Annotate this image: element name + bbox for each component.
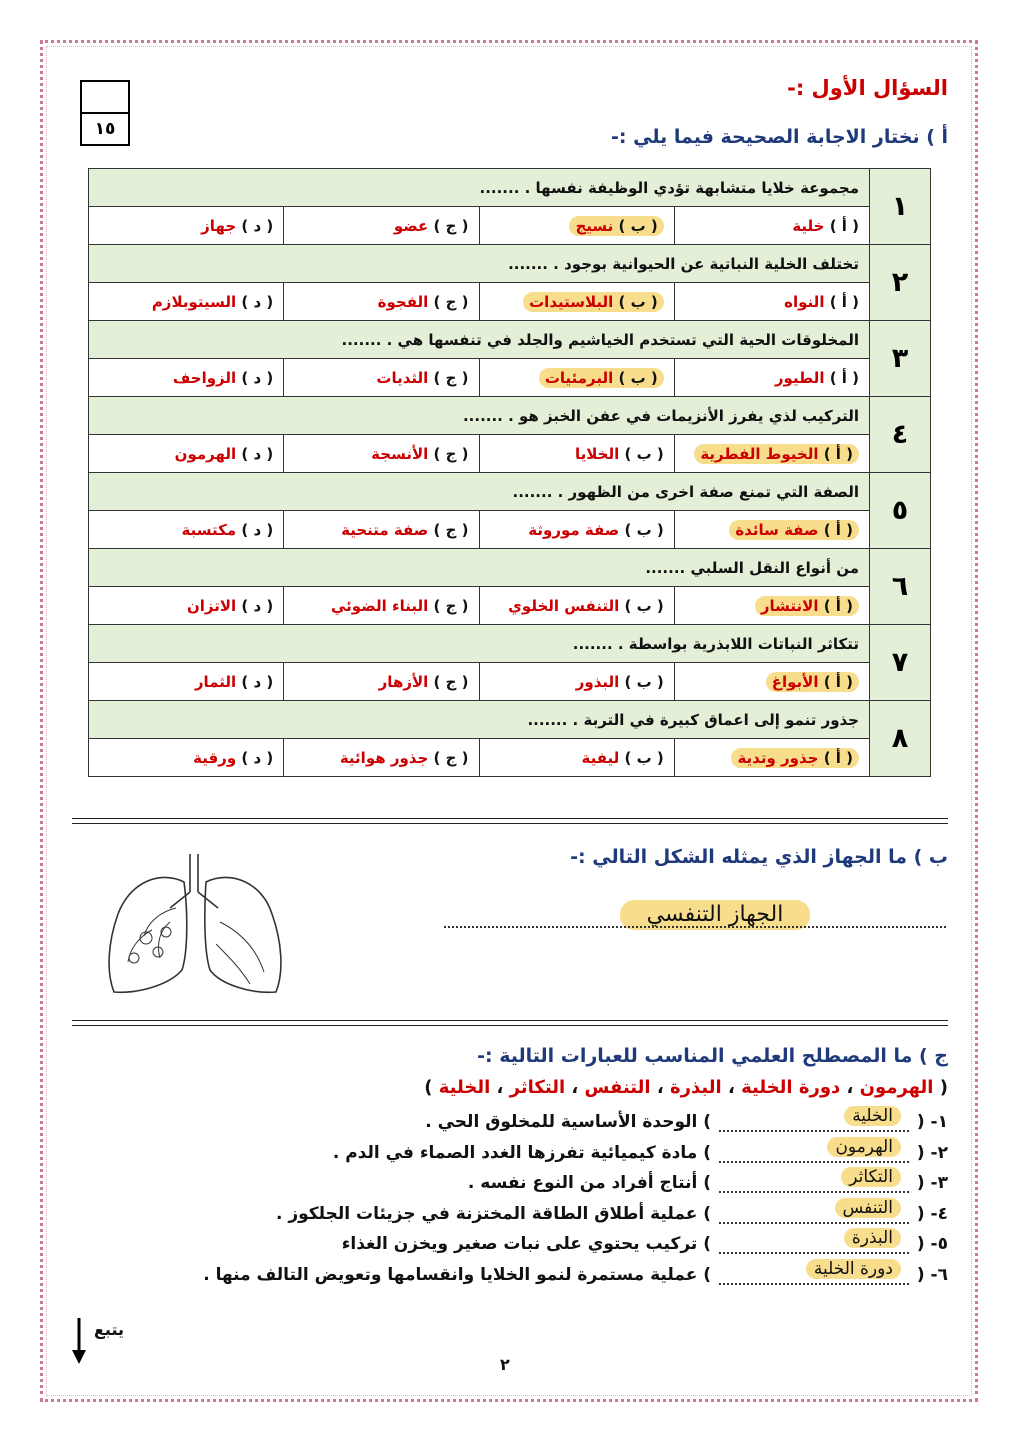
option-cell <box>479 435 674 473</box>
answer-blank <box>719 1197 909 1224</box>
option-text: النواه <box>784 292 825 311</box>
option-cell <box>284 207 479 245</box>
mcq-table <box>88 168 931 777</box>
item-text: تركيب يحتوي على نبات صغير ويخزن الغذاء <box>341 1234 698 1254</box>
option-text: الخيوط الفطرية <box>700 444 819 463</box>
terms-list: ( الهرمون ، دورة الخلية ، البذرة ، التنفس ، التكاثر ، الخلية ) <box>424 1077 948 1098</box>
question-row <box>89 473 931 511</box>
option-label: ( د ) <box>241 748 274 767</box>
question-text: جذور تنمو إلى اعماق كبيرة في التربة . ....... <box>89 701 870 739</box>
option-label: ( ج ) <box>433 596 469 615</box>
question-row <box>89 397 931 435</box>
option-label: ( د ) <box>241 596 274 615</box>
question-text: الصفة التي تمنع صفة اخرى من الظهور . ....... <box>89 473 870 511</box>
highlighted-answer <box>755 596 859 616</box>
option-cell <box>284 283 479 321</box>
option-cell <box>674 207 869 245</box>
option-cell <box>674 587 869 625</box>
term-item: ٤- ( التنفس ) عملية أطلاق الطاقة المختزنة في جزيئات الجلكوز . <box>275 1197 948 1224</box>
option <box>775 369 859 387</box>
option-label: ( أ ) <box>829 216 859 235</box>
option-text: الثديات <box>376 368 429 387</box>
highlighted-answer <box>523 292 664 312</box>
option-text: الانتشار <box>760 596 819 615</box>
option-cell <box>479 359 674 397</box>
option-label: ( ج ) <box>433 672 469 691</box>
option <box>371 445 468 463</box>
option-cell <box>89 739 284 777</box>
option-text: البناء الضوئي <box>330 596 429 615</box>
part-c-title: ج ) ما المصطلح العلمي المناسب للعبارات التالية :- <box>477 1045 948 1067</box>
option-text: الاتزان <box>186 596 237 615</box>
option <box>394 217 469 235</box>
option-cell <box>89 587 284 625</box>
option-text: ورقية <box>193 748 237 767</box>
filled-answer: الخلية <box>844 1106 901 1126</box>
option-text: السيتوبلازم <box>151 292 237 311</box>
option-label: ( أ ) <box>823 672 853 691</box>
option-label: ( أ ) <box>823 520 853 539</box>
options-row <box>89 207 931 245</box>
option <box>340 749 469 767</box>
option <box>792 217 859 235</box>
option-text: ليفية <box>581 748 620 767</box>
option-cell <box>89 283 284 321</box>
term: التكاثر <box>509 1077 566 1098</box>
option-label: ( ب ) <box>618 216 658 235</box>
option-text: صفة سائدة <box>735 520 819 539</box>
question-number: ٢ <box>870 245 931 321</box>
highlighted-answer <box>766 672 859 692</box>
option <box>201 217 273 235</box>
item-number: ١- <box>930 1112 948 1132</box>
option-label: ( د ) <box>241 672 274 691</box>
option-cell <box>479 663 674 701</box>
question-number: ٨ <box>870 701 931 777</box>
option-cell <box>479 587 674 625</box>
option <box>193 749 273 767</box>
option-label: ( ب ) <box>618 292 658 311</box>
option-label: ( د ) <box>241 292 274 311</box>
item-number: ٢- <box>930 1142 948 1163</box>
option-cell <box>284 359 479 397</box>
option-cell <box>674 359 869 397</box>
option <box>376 369 468 387</box>
separator <box>72 818 948 824</box>
option-label: ( ج ) <box>433 368 469 387</box>
score-value: ١٥ <box>94 119 116 139</box>
highlighted-answer <box>569 216 663 236</box>
option-label: ( ب ) <box>624 748 664 767</box>
question-row <box>89 625 931 663</box>
option-label: ( ج ) <box>433 444 469 463</box>
option-label: ( ب ) <box>624 520 664 539</box>
options-row <box>89 283 931 321</box>
option <box>341 521 468 539</box>
option <box>576 673 664 691</box>
option-cell <box>674 739 869 777</box>
filled-answer: البذرة <box>844 1228 901 1248</box>
option-label: ( د ) <box>241 520 274 539</box>
option-label: ( ج ) <box>433 292 469 311</box>
option <box>173 369 273 387</box>
option-text: البرمئيات <box>544 368 614 387</box>
highlighted-answer <box>729 520 859 540</box>
option <box>784 293 859 311</box>
options-row <box>89 511 931 549</box>
question-text: المخلوقات الحية التي تستخدم الخياشيم والجلد في تنفسها هي . ....... <box>89 321 870 359</box>
filled-answer: الهرمون <box>827 1137 901 1157</box>
option-text: البذور <box>575 672 620 691</box>
term: البذرة <box>669 1077 722 1098</box>
option-cell <box>674 435 869 473</box>
item-text: عملية مستمرة لنمو الخلايا وانقسامها وتعويض التالف منها . <box>203 1264 698 1285</box>
question-number: ١ <box>870 169 931 245</box>
option-text: الفجوة <box>377 292 429 311</box>
term-item: ٢- ( الهرمون ) مادة كيميائية تفرزها الغدد الصماء في الدم . <box>332 1136 948 1163</box>
option-label: ( أ ) <box>829 292 859 311</box>
question-title: السؤال الأول :- <box>787 76 948 100</box>
term-item: ٥- ( البذرة ) تركيب يحتوي على نبات صغير ويخزن الغذاء <box>341 1228 948 1254</box>
option-cell <box>284 435 479 473</box>
answer-line <box>444 926 946 928</box>
option-text: الخلايا <box>575 444 620 463</box>
option-text: الثمار <box>194 672 237 691</box>
option-cell <box>89 359 284 397</box>
option-text: الأنسجة <box>371 444 429 463</box>
options-row <box>89 663 931 701</box>
option-text: الأزهار <box>378 672 429 691</box>
option <box>195 673 273 691</box>
answer-blank <box>719 1136 909 1163</box>
item-number: ٦- <box>930 1264 948 1285</box>
question-text: تتكاثر النباتات اللابذرية بواسطة . ....... <box>89 625 870 663</box>
page-number: ٢ <box>500 1355 510 1374</box>
term-item: ٦- ( دورة الخلية ) عملية مستمرة لنمو الخلايا وانقسامها وتعويض التالف منها . <box>203 1258 948 1285</box>
options-row <box>89 435 931 473</box>
part-a-title: أ ) نختار الاجابة الصحيحة فيما يلي :- <box>611 126 948 148</box>
option <box>379 673 469 691</box>
option-text: خلية <box>792 216 825 235</box>
highlighted-answer <box>731 748 859 768</box>
answer-blank <box>719 1228 909 1254</box>
item-number: ٤- <box>930 1203 948 1224</box>
option-text: مكتسبة <box>181 520 237 539</box>
option <box>575 445 664 463</box>
separator <box>72 1020 948 1026</box>
option-label: ( ب ) <box>624 596 664 615</box>
option-text: الطيور <box>774 368 825 387</box>
term: دورة الخلية <box>741 1077 841 1098</box>
question-text: التركيب لذي يفرز الأنزيمات في عفن الخبز هو . ....... <box>89 397 870 435</box>
item-number: ٥- <box>930 1234 948 1254</box>
question-row <box>89 549 931 587</box>
option-label: ( أ ) <box>823 444 853 463</box>
option-text: التنفس الخلوي <box>508 596 620 615</box>
options-row <box>89 359 931 397</box>
option-label: ( د ) <box>241 216 274 235</box>
option-cell <box>89 663 284 701</box>
option <box>182 521 274 539</box>
term-item: ١- ( الخلية ) الوحدة الأساسية للمخلوق الحي . <box>425 1106 948 1132</box>
option-cell <box>89 435 284 473</box>
option-label: ( ب ) <box>624 672 664 691</box>
question-number: ٤ <box>870 397 931 473</box>
option <box>582 749 664 767</box>
option-label: ( ج ) <box>433 748 469 767</box>
option-cell <box>674 283 869 321</box>
option-text: صفة موروثة <box>528 520 620 539</box>
options-row <box>89 739 931 777</box>
option-cell <box>284 663 479 701</box>
lungs-illustration <box>100 852 290 998</box>
option-text: جذور وتدية <box>737 748 819 767</box>
score-box <box>80 80 130 146</box>
option-cell <box>479 511 674 549</box>
option-text: الزواحف <box>172 368 237 387</box>
option-cell <box>479 207 674 245</box>
answer-blank <box>719 1167 909 1193</box>
option-text: نسيج <box>575 216 614 235</box>
option <box>187 597 273 615</box>
option-text: صفة متنحية <box>341 520 429 539</box>
question-number: ٦ <box>870 549 931 625</box>
highlighted-answer <box>539 368 664 388</box>
option-text: جهاز <box>201 216 237 235</box>
option-label: ( ب ) <box>618 368 658 387</box>
option-cell <box>479 739 674 777</box>
option-label: ( أ ) <box>823 748 853 767</box>
question-text: تختلف الخلية النباتية عن الحيوانية بوجود . ....... <box>89 245 870 283</box>
question-text: مجموعة خلايا متشابهة تؤدي الوظيفة نفسها . ....... <box>89 169 870 207</box>
highlighted-answer <box>694 444 859 464</box>
term-item: ٣- ( التكاثر ) أنتاج أفراد من النوع نفسه . <box>467 1167 948 1193</box>
option-cell <box>284 587 479 625</box>
option <box>152 293 273 311</box>
option-cell <box>89 511 284 549</box>
term: الهرمون <box>859 1077 934 1098</box>
option <box>378 293 469 311</box>
option-text: البلاستيدات <box>529 292 614 311</box>
question-number: ٥ <box>870 473 931 549</box>
follow-label: يتبع <box>94 1320 124 1339</box>
question-row <box>89 321 931 359</box>
option-text: الأبواغ <box>771 672 819 691</box>
question-text: من أنواع النقل السلبي ....... <box>89 549 870 587</box>
item-number: ٣- <box>930 1173 948 1193</box>
question-row <box>89 701 931 739</box>
options-row <box>89 587 931 625</box>
option-text: عضو <box>393 216 429 235</box>
question-row <box>89 245 931 283</box>
option-label: ( أ ) <box>829 368 859 387</box>
filled-answer: التنفس <box>835 1198 901 1218</box>
option <box>508 597 664 615</box>
option-cell <box>284 739 479 777</box>
option-label: ( ج ) <box>433 216 469 235</box>
option-cell <box>674 511 869 549</box>
arrow-down-icon <box>72 1318 86 1364</box>
filled-answer: دورة الخلية <box>806 1259 901 1279</box>
answer-blank <box>719 1106 909 1132</box>
option <box>331 597 469 615</box>
question-row <box>89 169 931 207</box>
part-b-answer: الجهاز التنفسي <box>620 900 810 930</box>
option-label: ( أ ) <box>823 596 853 615</box>
answer-blank <box>719 1258 909 1285</box>
item-text: مادة كيميائية تفرزها الغدد الصماء في الدم . <box>332 1142 698 1163</box>
question-number: ٧ <box>870 625 931 701</box>
option <box>528 521 663 539</box>
option-label: ( د ) <box>241 444 274 463</box>
option-label: ( ج ) <box>433 520 469 539</box>
item-text: عملية أطلاق الطاقة المختزنة في جزيئات الجلكوز . <box>275 1203 698 1224</box>
item-text: الوحدة الأساسية للمخلوق الحي . <box>425 1112 698 1132</box>
question-number: ٣ <box>870 321 931 397</box>
option-cell <box>284 511 479 549</box>
option-label: ( د ) <box>241 368 274 387</box>
part-b-title: ب ) ما الجهاز الذي يمثله الشكل التالي :- <box>570 846 948 868</box>
item-text: أنتاج أفراد من النوع نفسه . <box>467 1173 698 1193</box>
filled-answer: التكاثر <box>841 1167 901 1187</box>
option-text: جذور هوائية <box>339 748 429 767</box>
option <box>175 445 274 463</box>
option-cell <box>674 663 869 701</box>
term: التنفس <box>584 1077 651 1098</box>
option-label: ( ب ) <box>624 444 664 463</box>
term: الخلية <box>438 1077 491 1098</box>
option-text: الهرمون <box>174 444 237 463</box>
option-cell <box>479 283 674 321</box>
option-cell <box>89 207 284 245</box>
